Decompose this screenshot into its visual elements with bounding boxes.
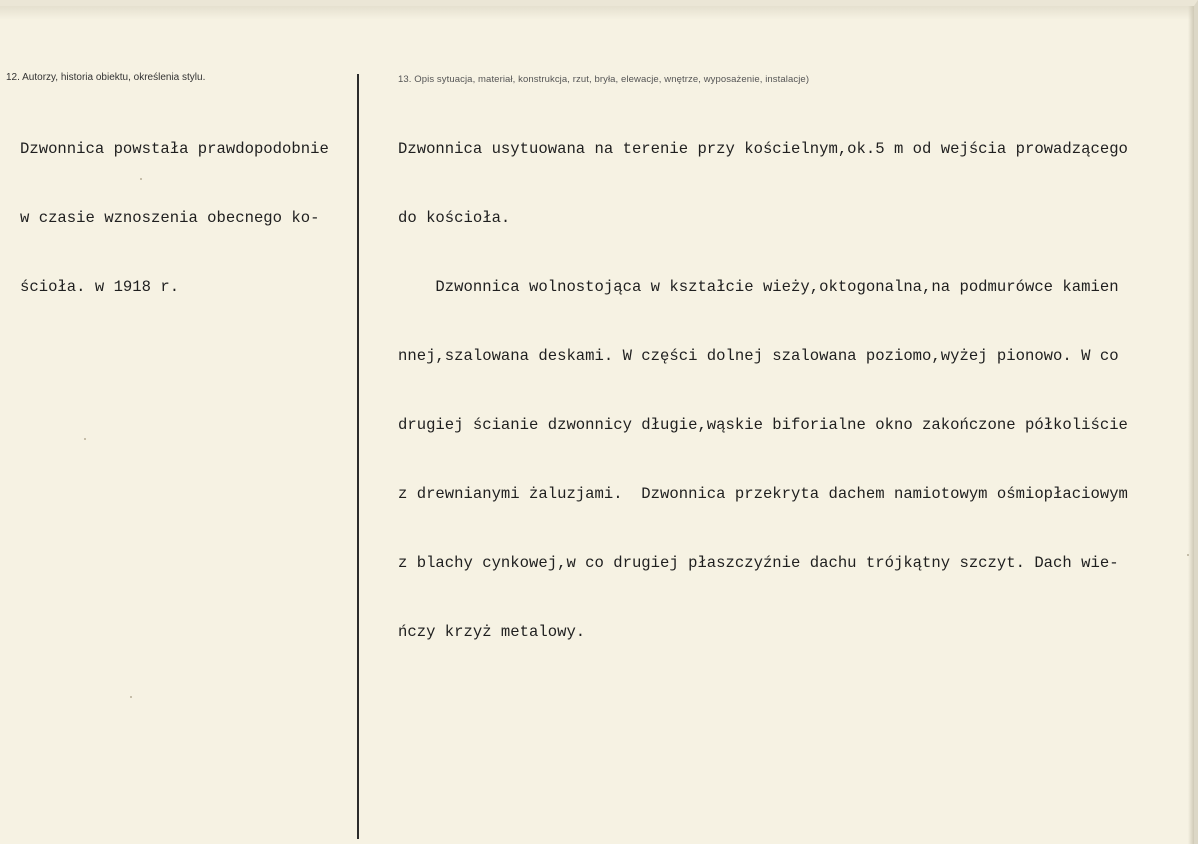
description-line: Dzwonnica wolnostojąca w kształcie wieży,oktogonalna,na podmurówce kamien (398, 278, 1119, 296)
description-line: z blachy cynkowej,w co drugiej płaszczyźnie dachu trójkątny szczyt. Dach wie- (398, 554, 1119, 572)
field-13-label: 13. Opis sytuacja, materiał, konstrukcja, rzut, bryła, elewacje, wnętrze, wyposażenie, instalacje) (398, 74, 810, 85)
description-text (398, 92, 1128, 690)
column-divider (357, 74, 359, 839)
paper-speck (130, 696, 132, 698)
paper-speck (140, 178, 142, 180)
description-line: drugiej ścianie dzwonnicy długie,wąskie biforialne okno zakończone półkoliście (398, 416, 1128, 434)
description-line: z drewnianymi żaluzjami. Dzwonnica przekryta dachem namiotowym ośmiopłaciowym (398, 485, 1128, 503)
history-line: ścioła. w 1918 r. (20, 278, 180, 296)
field-12-label: 12. Autorzy, historia obiektu, określenia stylu. (6, 72, 206, 83)
description-line: do kościoła. (398, 209, 511, 227)
description-line: Dzwonnica usytuowana na terenie przy kościelnym,ok.5 m od wejścia prowadzącego (398, 140, 1128, 158)
history-line: Dzwonnica powstała prawdopodobnie (20, 140, 329, 158)
history-line: w czasie wznoszenia obecnego ko- (20, 209, 320, 227)
history-text (20, 92, 329, 345)
paper-speck (84, 438, 86, 440)
card-right-edge (1188, 6, 1194, 844)
paper-speck (1187, 554, 1189, 556)
description-line: ńczy krzyż metalowy. (398, 623, 586, 641)
card-top-shadow (0, 6, 1198, 20)
description-line: nnej,szalowana deskami. W części dolnej szalowana poziomo,wyżej pionowo. W co (398, 347, 1119, 365)
